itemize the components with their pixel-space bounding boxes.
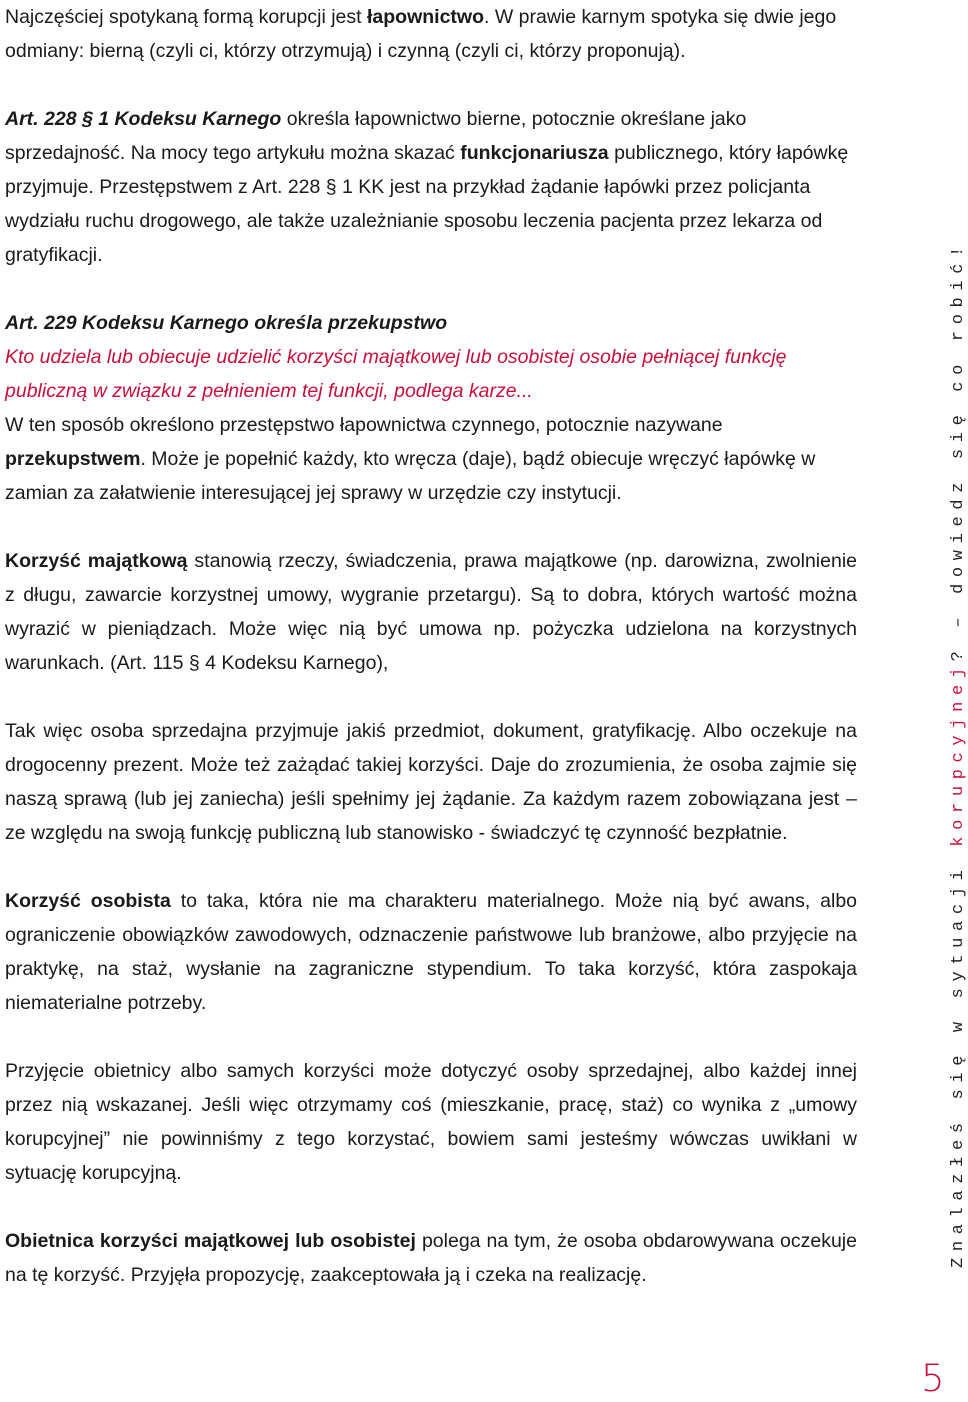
bold-term: Korzyść majątkową [5, 550, 188, 572]
article-reference: Art. 228 § 1 Kodeksu Karnego [5, 108, 282, 130]
text-segment: stanowią rzeczy, świadczenia, prawa majątkowe (np. darowizna, zwolnienie z długu, zawarcie korzystnej umowy, wygranie przetargu). Są to dobra, których wartość można wyrazić w pieniądzach. Może więc nią być umowa np. pożyczka udzielona na korzystnych warunkach. (Art. 115 § 4 Kodeksu Karnego), [5, 550, 857, 674]
text-segment: . Może je popełnić każdy, kto wręcza (daje), bądź obiecuje wręczyć łapówkę w zamian za załatwienie interesującej jej sprawy w urzędzie czy instytucji. [5, 448, 816, 504]
text-segment: W ten sposób określono przestępstwo łapownictwa czynnego, potocznie nazywane [5, 414, 723, 436]
legal-quote: Kto udziela lub obiecuje udzielić korzyści majątkowej lub osobistej osobie pełniącej funkcję publiczną w związku z pełnieniem tej funkcji, podlega karze... [5, 346, 787, 402]
paragraph-bribery-intro [5, 0, 857, 68]
text-segment: Przyjęcie obietnicy albo samych korzyści może dotyczyć osoby sprzedajnej, albo każdej innej przez nią wskazanej. Jeśli więc otrzymamy coś (mieszkanie, pracę, staż) co wynika z „umowy korupcyjnej” nie powinniśmy z tego korzystać, bowiem sami jesteśmy wówczas uwikłani w sytuację korupcyjną. [5, 1060, 857, 1184]
text-segment: publicznego, który łapówkę przyjmuje. Przestępstwem z Art. 228 § 1 KK jest na przykład żądanie łapówki przez policjanta wydziału ruchu drogowego, ale także uzależnianie sposobu leczenia pacjenta przez lekarza od gratyfikacji. [5, 142, 849, 266]
paragraph-accepting-promise [5, 1054, 857, 1190]
paragraph-art-229 [5, 306, 857, 510]
text-segment: . W prawie karnym spotyka się dwie jego odmiany: bierną (czyli ci, którzy otrzymują) i czynną (czyli ci, którzy proponują). [5, 6, 837, 62]
bold-term: Korzyść osobista [5, 890, 171, 912]
bold-term: łapownictwo [366, 6, 484, 28]
bold-term: funkcjonariusza [460, 142, 609, 164]
paragraph-material-benefit [5, 544, 857, 680]
vertical-sidebar-slogan [949, 240, 968, 1268]
page-content [5, 0, 857, 1292]
paragraph-promise-definition [5, 1224, 857, 1292]
slogan-part: ? – dowiedz się co robić! [949, 240, 968, 662]
text-segment: Najczęściej spotykaną formą korupcji jest [5, 6, 367, 28]
text-segment: to taka, która nie ma charakteru materialnego. Może nią być awans, albo ograniczenie obowiązków zawodowych, odznaczenie państwowe lub branżowe, albo przyjęcie na praktykę, na staż, wysłanie na zagraniczne stypendium. To taka korzyść, która zaspokaja niematerialne potrzeby. [5, 890, 858, 1014]
slogan-part: Znalazłeś się w sytuacji [949, 846, 968, 1268]
paragraph-personal-benefit [5, 884, 857, 1020]
slogan-accent: korupcyjnej [949, 661, 968, 847]
bold-term: Obietnica korzyści majątkowej lub osobistej [5, 1230, 416, 1252]
bold-term: przekupstwem [5, 448, 141, 470]
article-heading: Art. 229 Kodeksu Karnego określa przekupstwo [5, 312, 448, 334]
paragraph-art-228 [5, 102, 857, 272]
page-number: 5 [921, 1357, 945, 1400]
text-segment: Tak więc osoba sprzedajna przyjmuje jakiś przedmiot, dokument, gratyfikację. Albo oczekuje na drogocenny prezent. Może też zażądać takiej korzyści. Daje do zrozumienia, że osoba zajmie się naszą sprawą (lub jej zaniecha) jeśli spełnimy jej żądanie. Za każdym razem zobowiązana jest – ze względu na swoją funkcję publiczną lub stanowisko - świadczyć tę czynność bezpłatnie. [5, 720, 857, 844]
text-segment: polega na tym, że osoba obdarowywana oczekuje na tę korzyść. Przyjęła propozycję, zaakceptowała ją i czeka na realizację. [5, 1230, 857, 1286]
text-segment: określa łapownictwo bierne, potocznie określane jako sprzedajność. Na mocy tego artykułu można skazać [5, 108, 747, 164]
paragraph-corrupt-person [5, 714, 857, 850]
